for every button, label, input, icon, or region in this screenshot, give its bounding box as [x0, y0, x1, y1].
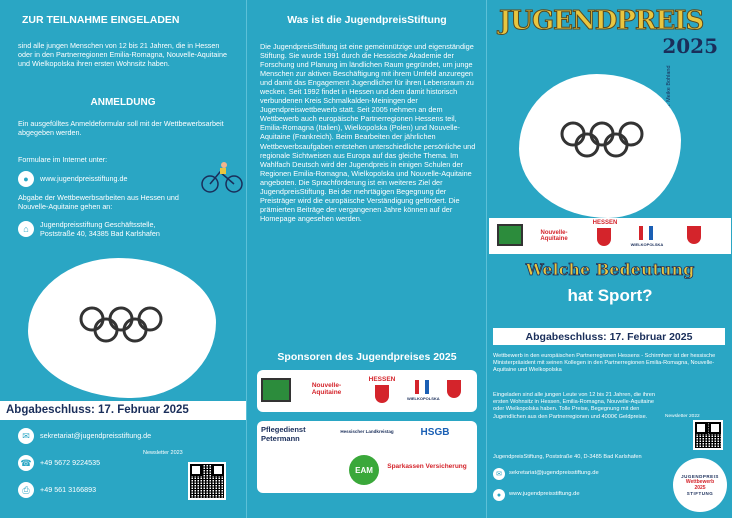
cover-deadline-banner: Abgabeschluss: 17. Februar 2025: [493, 328, 725, 345]
coat-of-arms-icon: [687, 226, 701, 244]
landkreistag-logo: Hessischer Landkreistag: [340, 429, 394, 434]
cover-intro-text: Wettbewerb in den europäischen Partnerregionen Hessens - Schirmherr ist der hessische Ministerpräsident mit seinen Kollegen in den Partnerregionen Emilia-Romagna, Nouvelle-Aquitaine und Wielkopolska: [493, 353, 716, 374]
cover-invite-text: Eingeladen sind alle jungen Leute von 12 bis 21 Jahren, die ihren ersten Wohnsitz in Hessen, Emilia-Romagna, Nouvelle-Aquitaine oder Wielkopolska haben. Tolle Preise, Begegnung mit den Jugendlichen aus den Partnerregionen und 4000€ Geldpreise.: [493, 392, 656, 420]
illustration-credit: Illustration: Meike Bohland: [666, 65, 672, 130]
hsgb-logo: HSGB: [420, 427, 450, 438]
email-link[interactable]: sekretariat@jugendpreisstiftung.de: [40, 431, 152, 441]
wielkopolska-mark-icon: [639, 226, 653, 240]
partner-logos: [489, 218, 731, 254]
cover-website-link[interactable]: www.jugendpreisstiftung.de: [509, 491, 580, 498]
address-line2: Poststraße 40, 34385 Bad Karlshafen: [40, 229, 160, 239]
website-link[interactable]: www.jugendpreisstiftung.de: [40, 174, 128, 184]
wielkopolska-logo: WIELKOPOLSKA: [407, 396, 440, 401]
wielkopolska-mark-icon: [415, 380, 429, 394]
submission-text: Abgabe der Wettbewerbsarbeiten aus Hessen und Nouvelle-Aquitaine gehen an:: [18, 193, 179, 212]
globe-icon: ●: [18, 171, 34, 187]
printer-icon: ⎙: [18, 482, 34, 498]
cyclist-illustration: [200, 160, 244, 194]
registration-heading: ANMELDUNG: [90, 97, 156, 108]
seal-top-text: JUGENDPREIS: [681, 474, 719, 479]
foundation-heading: Was ist die JugendpreisStiftung: [287, 14, 447, 26]
panel-left: [0, 0, 246, 518]
newsletter-qr-code[interactable]: [188, 462, 226, 500]
sparkassen-logo: Sparkassen Versicherung: [387, 463, 467, 470]
coat-of-arms-icon: [447, 380, 461, 398]
email-row[interactable]: [18, 428, 151, 444]
theme-question-line1: Welche Bedeutung: [525, 260, 695, 279]
fax-number: +49 561 3166893: [40, 485, 97, 495]
cover-website-row[interactable]: [493, 489, 580, 501]
cover-year: 2025: [662, 34, 718, 58]
newsletter-label: Newsletter 2023: [143, 450, 183, 456]
phone-icon: ☎: [18, 455, 34, 471]
forms-label: Formulare im Internet unter:: [18, 155, 108, 164]
fax-row: [18, 482, 96, 498]
olympic-rings-illustration: [78, 305, 164, 345]
registration-text: Ein ausgefülltes Anmeldeformular soll mit der Wettbewerbsarbeit abgegeben werden.: [18, 119, 224, 138]
website-row[interactable]: [18, 171, 128, 187]
cover-newsletter-label: Newsletter 2022: [665, 414, 700, 419]
house-icon: ⌂: [18, 221, 34, 237]
cover-email-link[interactable]: sekretariat@jugendpreisstiftung.de: [509, 470, 599, 477]
panel-middle: [246, 0, 486, 518]
hessen-logo: HESSEN: [592, 220, 618, 226]
foundation-body: Die JugendpreisStiftung ist eine gemeinnützige und eigenständige Stiftung. Sie wurde 1991 durch die Hessische Akademie der Forschung und Planung im ländlichen Raum gegründet, um junge Menschen zur aktiven Beschäftigung mit ihrem Umfeld anzuregen und damit das Engagement Jugendlicher für ihren Lebensraum zu wecken. Seit 1992 findet in Hessen und dem damit historisch verbundenen Kreis Schmalkalden-Meiningen der Jugendpreiswettbewerb statt. Seit 2005 nehmen an dem Wettbewerb auch europäische Partnerregionen Hessens teil, Emilia-Romagna (Italien), Wielkopolska (Polen) und Nouvelle-Aquitaine (Frankreich). Beim Bearbeiten der jährlichen Wettbewerbsaufgaben entstehen unterschiedliche persönliche und regionale Sichtweisen aus Europa auf das gleiche Thema. Im Wahlfach Deutsch wird der Jugendpreis in einigen Schulen der Regionen Emilia-Romagna, Wielkopolska und Nouvelle-Aquitaine angeboten. Die Sprachförderung ist ein weiteres Ziel der JugendpreisStiftung. Bei der mehrtägigen Begegnung der Preisträger wird die europäische Verständigung gefördert. Die prämierten Beiträge der vergangenen Jahre können auf der Homepage angesehen werden.: [260, 42, 476, 223]
cover-address: JugendpreisStiftung, Poststraße 40, D-3485 Bad Karlshafen: [493, 454, 642, 460]
hessen-crest-icon: [375, 385, 389, 403]
hessen-logo: HESSEN: [368, 376, 396, 383]
stiftung-seal: [673, 458, 727, 512]
deadline-banner: Abgabeschluss: 17. Februar 2025: [0, 401, 246, 420]
wielkopolska-logo: WIELKOPOLSKA: [630, 242, 664, 247]
nouvelle-aquitaine-logo: Nouvelle-Aquitaine: [540, 230, 568, 242]
eam-logo: EAM: [349, 455, 379, 485]
phone-row: [18, 455, 100, 471]
sponsors-heading: Sponsoren des Jugendpreises 2025: [277, 351, 457, 363]
hessen-crest-icon: [597, 228, 611, 246]
nouvelle-aquitaine-logo: Nouvelle-Aquitaine: [311, 382, 342, 396]
seal-year-text: 2025: [694, 485, 706, 491]
sponsor-logos-row1: [257, 370, 477, 412]
invited-text: sind alle jungen Menschen von 12 bis 21 Jahren, die in Hessen oder in den Partnerregionen Emilia-Romagna, Nouvelle-Aquitaine und Wielkopolska ihren ersten Wohnsitz haben.: [18, 41, 227, 69]
envelope-icon: ✉: [18, 428, 34, 444]
seal-mid-text: Wettbewerb: [685, 479, 715, 485]
emilia-romagna-logo: [497, 224, 523, 246]
cover-title: JUGENDPREIS: [499, 6, 704, 36]
phone-number: +49 5672 9224535: [40, 458, 101, 468]
panel-cover: [486, 0, 732, 518]
theme-question-line2: hat Sport?: [567, 286, 653, 305]
address-line1: Jugendpreisstiftung Geschäftsstelle,: [40, 220, 156, 229]
address-row: [18, 220, 160, 238]
cover-olympic-rings: [559, 120, 645, 160]
cover-newsletter-qr-code[interactable]: [693, 420, 723, 450]
globe-icon: ●: [493, 489, 505, 501]
cover-email-row[interactable]: [493, 468, 599, 480]
emilia-romagna-logo: [261, 378, 291, 402]
seal-bottom-text: STIFTUNG: [686, 491, 714, 496]
envelope-icon: ✉: [493, 468, 505, 480]
petermann-logo: Pflegedienst Petermann: [261, 425, 306, 443]
invited-heading: ZUR TEILNAHME EINGELADEN: [22, 14, 180, 26]
sponsor-logos-row2: [257, 421, 477, 493]
